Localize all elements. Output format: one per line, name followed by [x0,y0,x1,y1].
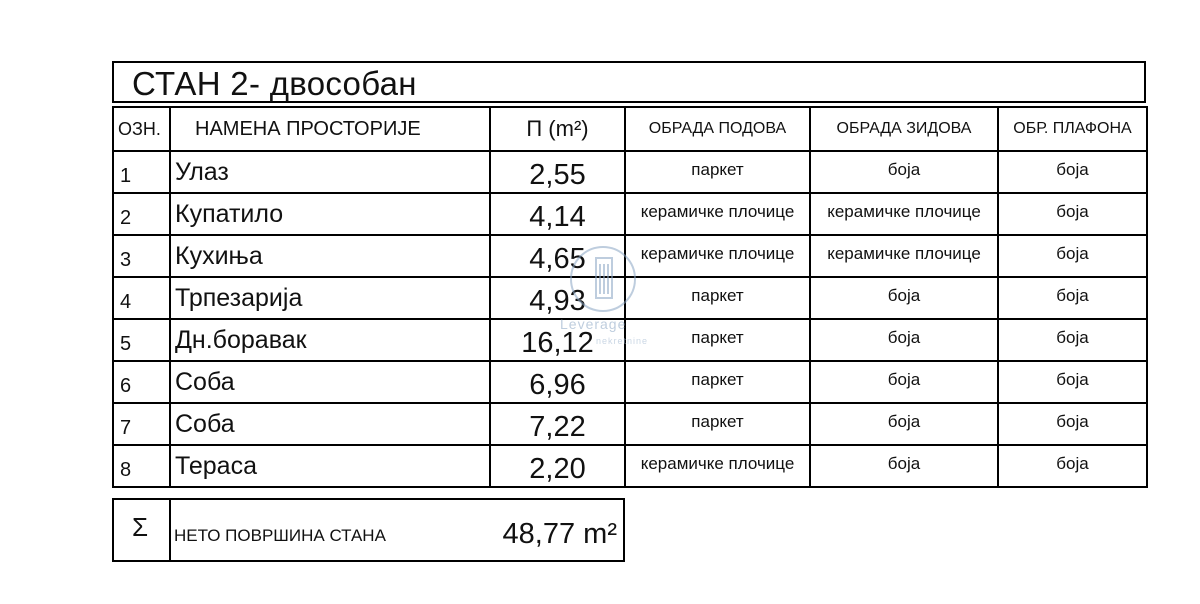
ceiling-finish: боја [998,235,1147,277]
room-area: 2,20 [490,445,625,487]
room-name: Дн.боравак [170,319,490,361]
header-wall-finish: ОБРАДА ЗИДОВА [810,107,998,151]
floor-finish: паркет [625,277,810,319]
row-number: 4 [113,277,170,319]
room-name: Соба [170,361,490,403]
table-row [113,235,1147,277]
floor-finish: паркет [625,361,810,403]
wall-finish: боја [810,361,998,403]
table-row [113,193,1147,235]
row-number: 2 [113,193,170,235]
floor-finish: керамичке плочице [625,235,810,277]
row-number: 3 [113,235,170,277]
header-ozn: ОЗН. [113,107,170,151]
page-title: СТАН 2- двособан [132,65,417,102]
row-number: 5 [113,319,170,361]
ceiling-finish: боја [998,361,1147,403]
row-number: 6 [113,361,170,403]
room-area: 2,55 [490,151,625,193]
ceiling-finish: боја [998,403,1147,445]
table-row [113,361,1147,403]
floor-finish: паркет [625,403,810,445]
room-name: Трпезарија [170,277,490,319]
ceiling-finish: боја [998,193,1147,235]
ceiling-finish: боја [998,445,1147,487]
table-header-row [113,107,1147,151]
net-area-label: НЕТО ПОВРШИНА СТАНА [174,526,386,545]
room-name: Соба [170,403,490,445]
table-row [113,319,1147,361]
watermark-subtitle: nekretnine [596,336,649,346]
table-row [113,277,1147,319]
wall-finish: боја [810,319,998,361]
table-row [113,151,1147,193]
room-area: 4,93 [490,277,625,319]
sigma-icon: Σ [132,512,149,542]
ceiling-finish: боја [998,151,1147,193]
rooms-table [112,106,1148,488]
ceiling-finish: боја [998,277,1147,319]
net-area-summary [112,498,625,562]
header-room-purpose: НАМЕНА ПРОСТОРИЈЕ [170,107,490,151]
room-name: Купатило [170,193,490,235]
wall-finish: боја [810,403,998,445]
wall-finish: керамичке плочице [810,193,998,235]
row-number: 1 [113,151,170,193]
header-floor-finish: ОБРАДА ПОДОВА [625,107,810,151]
watermark-brand: Leverage [560,316,627,332]
row-number: 8 [113,445,170,487]
table-row [113,403,1147,445]
wall-finish: керамичке плочице [810,235,998,277]
room-name: Тераса [170,445,490,487]
table-row [113,445,1147,487]
title-box [112,61,1146,103]
wall-finish: боја [810,445,998,487]
net-area-value: 48,77 m² [502,518,617,550]
room-name: Кухиња [170,235,490,277]
header-area: П (m²) [490,107,625,151]
floor-finish: керамичке плочице [625,193,810,235]
room-area: 4,14 [490,193,625,235]
floor-finish: паркет [625,151,810,193]
summary-divider [169,500,171,560]
room-area: 16,12 [490,319,625,361]
room-name: Улаз [170,151,490,193]
floor-finish: керамичке плочице [625,445,810,487]
header-ceiling-finish: ОБР. ПЛАФОНА [998,107,1147,151]
room-area: 6,96 [490,361,625,403]
row-number: 7 [113,403,170,445]
ceiling-finish: боја [998,319,1147,361]
room-area: 7,22 [490,403,625,445]
floor-finish: паркет [625,319,810,361]
room-area: 4,65 [490,235,625,277]
wall-finish: боја [810,151,998,193]
wall-finish: боја [810,277,998,319]
